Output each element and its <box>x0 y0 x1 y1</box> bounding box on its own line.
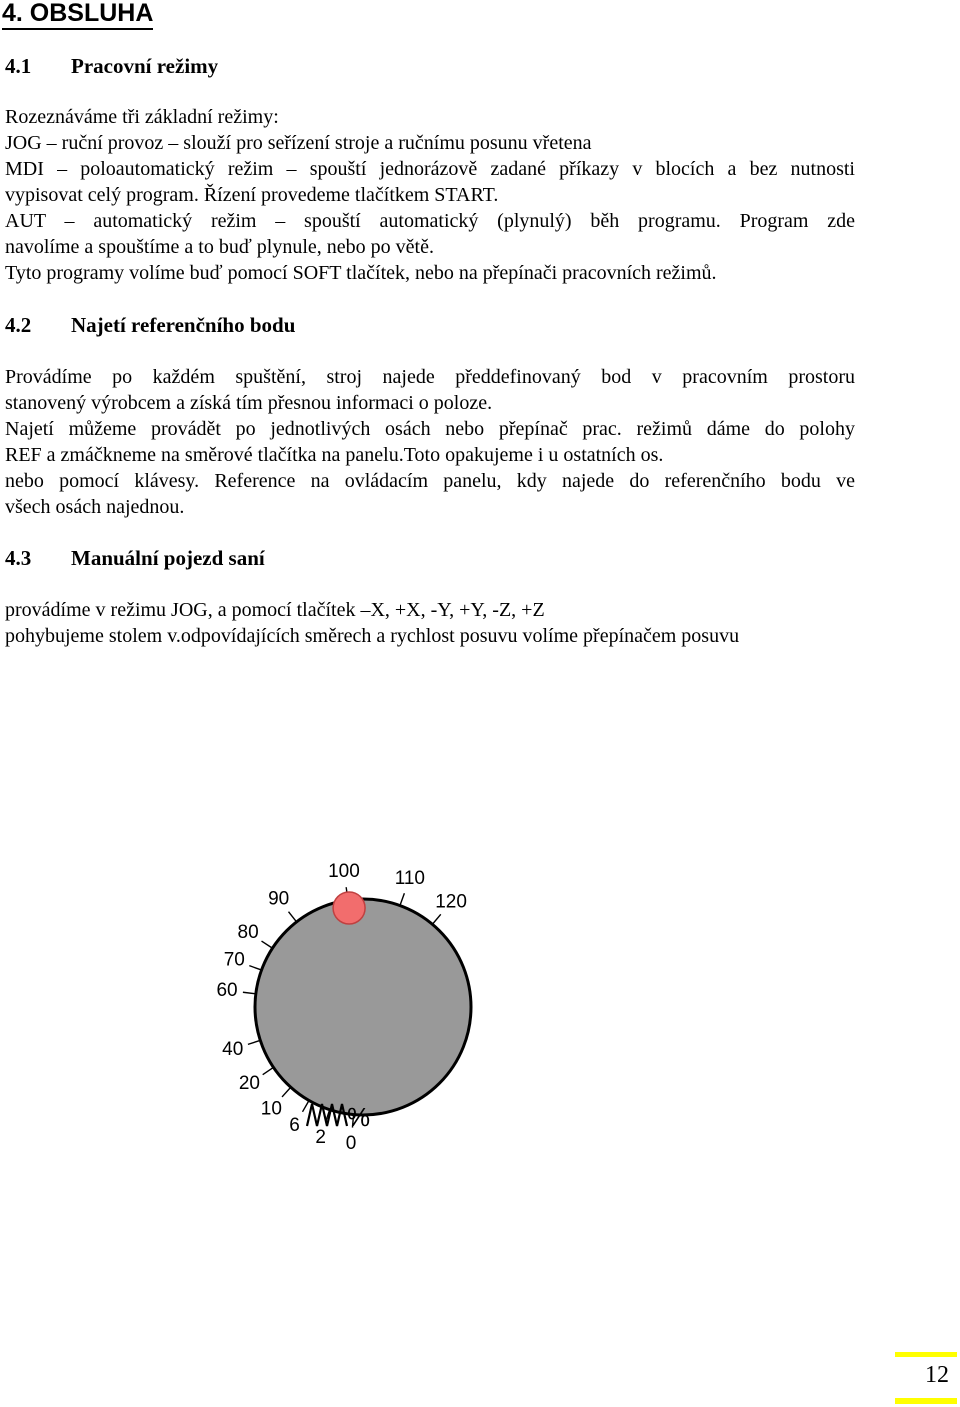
text-line: MDI – poloautomatický režim – spouští jednorázově zadané příkazy v blocích a bez nutnosti <box>5 158 855 180</box>
dial-scale-label: 60 <box>216 979 238 1001</box>
text-line: AUT – automatický režim – spouští automatický (plynulý) běh programu. Program zde <box>5 210 855 232</box>
section-4-2-body <box>5 364 855 520</box>
text-line: provádíme v režimu JOG, a pomocí tlačítek –X, +X, -Y, +Y, -Z, +Z <box>5 599 545 621</box>
section-number: 4.2 <box>5 313 32 337</box>
text-line: navolíme a spouštíme a to buď plynule, nebo po větě. <box>5 236 434 258</box>
dial-tick <box>243 992 255 993</box>
dial-scale-label: 20 <box>238 1073 260 1095</box>
text-line: Najetí můžeme provádět po jednotlivých osách nebo přepínač prac. režimů dáme do polohy <box>5 418 855 440</box>
page-number: 12 <box>925 1362 949 1388</box>
section-number: 4.3 <box>5 546 32 570</box>
section-heading-4-2 <box>5 312 295 338</box>
text-line: Tyto programy volíme buď pomocí SOFT tlačítek, nebo na přepínači pracovních režimů. <box>5 262 717 284</box>
section-number: 4.1 <box>5 54 32 78</box>
dial-tick <box>433 914 441 923</box>
dial-tick <box>248 1041 259 1045</box>
text-line: pohybujeme stolem v.odpovídajících směrech a rychlost posuvu volíme přepínačem posuvu <box>5 625 740 647</box>
section-title: Manuální pojezd saní <box>71 546 265 570</box>
feed-override-dial <box>190 830 530 1154</box>
dial-scale-label: 40 <box>222 1038 244 1060</box>
dial-knob[interactable] <box>255 899 471 1115</box>
dial-scale-label: 10 <box>260 1098 282 1120</box>
dial-tick <box>400 893 404 904</box>
section-4-1-body <box>5 104 855 286</box>
dial-tick <box>263 1068 273 1075</box>
dial-scale-label: 120 <box>435 891 467 913</box>
dial-tick <box>282 1088 290 1097</box>
dial-indicator-marker <box>333 892 365 924</box>
chapter-title: 4. OBSLUHA <box>2 0 153 30</box>
text-line: nebo pomocí klávesy. Reference na ovládacím panelu, kdy najede do referenčního bodu ve <box>5 470 855 492</box>
dial-tick <box>289 912 296 921</box>
text-line: Provádíme po každém spuštění, stroj najede předdefinovaný bod v pracovním prostoru <box>5 366 855 388</box>
footer-accent-bar <box>895 1398 957 1404</box>
dial-scale-label: 110 <box>394 867 426 889</box>
dial-tick <box>249 966 260 970</box>
text-line: vypisovat celý program. Řízení provedeme tlačítkem START. <box>5 184 499 206</box>
dial-tick <box>303 1101 309 1111</box>
text-line: Rozeznáváme tři základní režimy: <box>5 106 279 128</box>
dial-scale-label: 0 <box>345 1132 357 1154</box>
dial-tick <box>262 941 272 948</box>
text-line: REF a zmáčkneme na směrové tlačítka na panelu.Toto opakujeme i u ostatních os. <box>5 444 664 466</box>
dial-scale-label: 80 <box>237 921 259 943</box>
page-footer <box>895 1352 957 1404</box>
section-4-3-body <box>5 597 855 649</box>
dial-scale-label: 6 <box>289 1115 300 1137</box>
dial-scale-label: 100 <box>328 860 360 882</box>
text-line: stanovený výrobcem a získá tím přesnou informaci o poloze. <box>5 392 493 414</box>
text-line: všech osách najednou. <box>5 496 185 518</box>
dial-unit-label: % <box>347 1102 371 1132</box>
section-heading-4-3 <box>5 545 265 571</box>
section-heading-4-1 <box>5 53 218 79</box>
dial-scale-label: 2 <box>315 1126 326 1148</box>
section-title: Pracovní režimy <box>71 54 219 78</box>
footer-accent-bar <box>895 1352 957 1357</box>
text-line: JOG – ruční provoz – slouží pro seřízení stroje a ručnímu posunu vřetena <box>5 132 592 154</box>
dial-scale-label: 70 <box>223 949 245 971</box>
section-title: Najetí referenčního bodu <box>71 313 296 337</box>
dial-scale-label: 90 <box>268 888 290 910</box>
